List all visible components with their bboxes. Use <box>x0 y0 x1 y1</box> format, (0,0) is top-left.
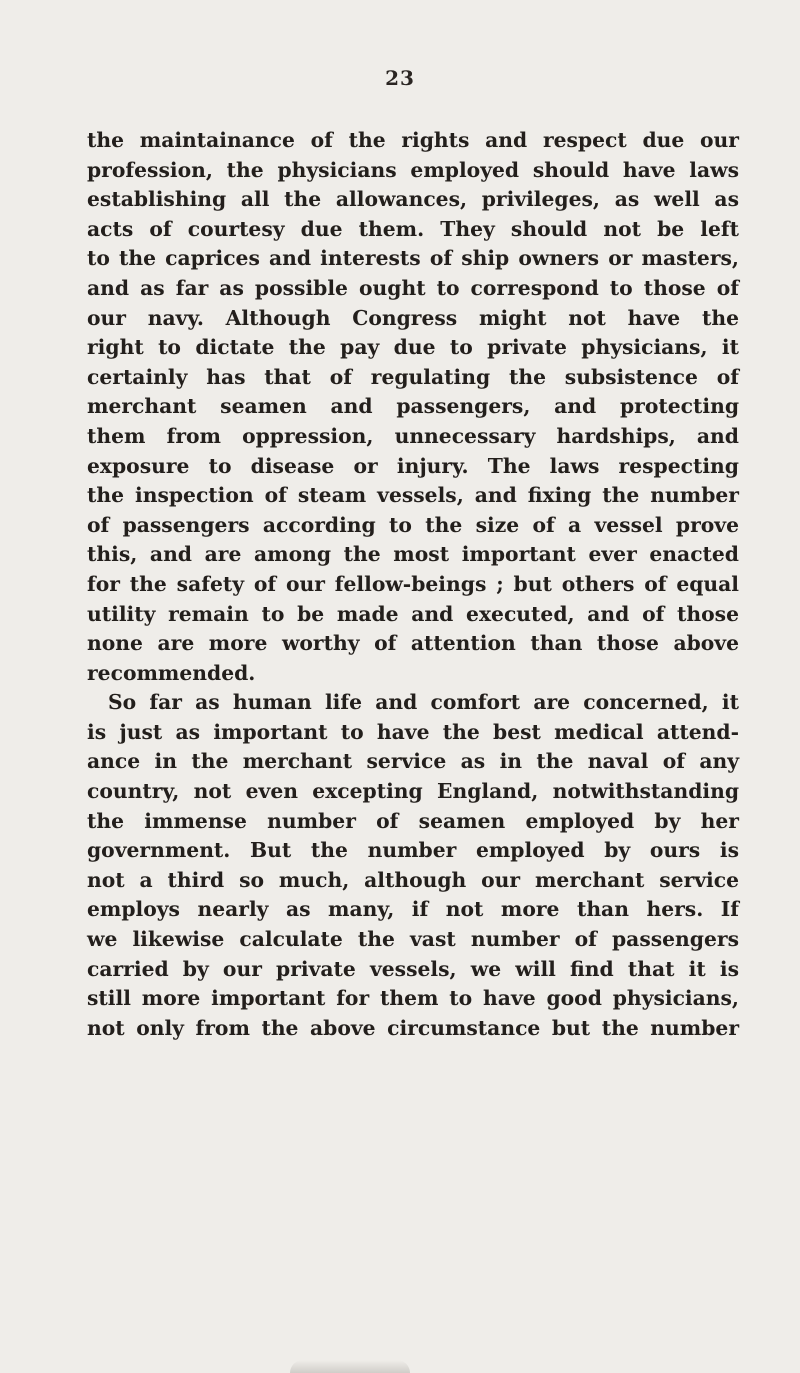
text-line: the maintainance of the rights and respect due our <box>87 128 739 152</box>
text-line: this, and are among the most important ever enacted <box>87 542 739 567</box>
text-line: to the caprices and interests of ship owners or masters, <box>87 246 739 271</box>
text-line: certainly has that of regulating the subsistence of <box>87 364 739 389</box>
text-line: government. But the number employed by ours is <box>87 838 739 863</box>
page-number: 23 <box>385 66 415 90</box>
text-line: the inspection of steam vessels, and fixing the number <box>87 483 739 508</box>
text-line: we likewise calculate the vast number of passengers <box>87 927 739 952</box>
text-line: right to dictate the pay due to private physicians, it <box>87 335 739 360</box>
text-line: none are more worthy of attention than those above <box>87 631 739 656</box>
text-line: still more important for them to have good physicians, <box>87 986 739 1011</box>
text-line: merchant seamen and passengers, and protecting <box>87 394 739 419</box>
text-line: of passengers according to the size of a vessel prove <box>87 512 739 537</box>
text-line: and as far as possible ought to correspond to those of <box>87 275 739 300</box>
text-line: utility remain to be made and executed, and of those <box>87 601 739 626</box>
text-line: establishing all the allowances, privileges, as well as <box>87 187 739 212</box>
text-line: is just as important to have the best medical attend- <box>87 719 739 744</box>
text-line: not a third so much, although our merchant service <box>87 867 739 892</box>
text-line: not only from the above circumstance but the number <box>87 1015 739 1040</box>
text-line: profession, the physicians employed should have laws <box>87 157 739 182</box>
text-line: our navy. Although Congress might not have the <box>87 305 739 330</box>
text-line: exposure to disease or injury. The laws respecting <box>87 453 739 478</box>
text-line: employs nearly as many, if not more than hers. If <box>87 897 739 922</box>
text-line: ance in the merchant service as in the naval of any <box>87 749 739 774</box>
text-line: country, not even excepting England, notwithstanding <box>87 779 739 804</box>
text-line: acts of courtesy due them. They should not be left <box>87 216 739 241</box>
text-line: the immense number of seamen employed by her <box>87 808 739 833</box>
text-line: recommended. <box>87 660 256 685</box>
text-line: So far as human life and comfort are concerned, it <box>108 690 739 715</box>
text-line: carried by our private vessels, we will find that it is <box>87 956 739 981</box>
scan-smudge <box>290 1360 410 1373</box>
text-line: them from oppression, unnecessary hardships, and <box>87 423 739 448</box>
body-text <box>87 126 739 1043</box>
text-line: for the safety of our fellow-beings ; but others of equal <box>87 571 739 596</box>
